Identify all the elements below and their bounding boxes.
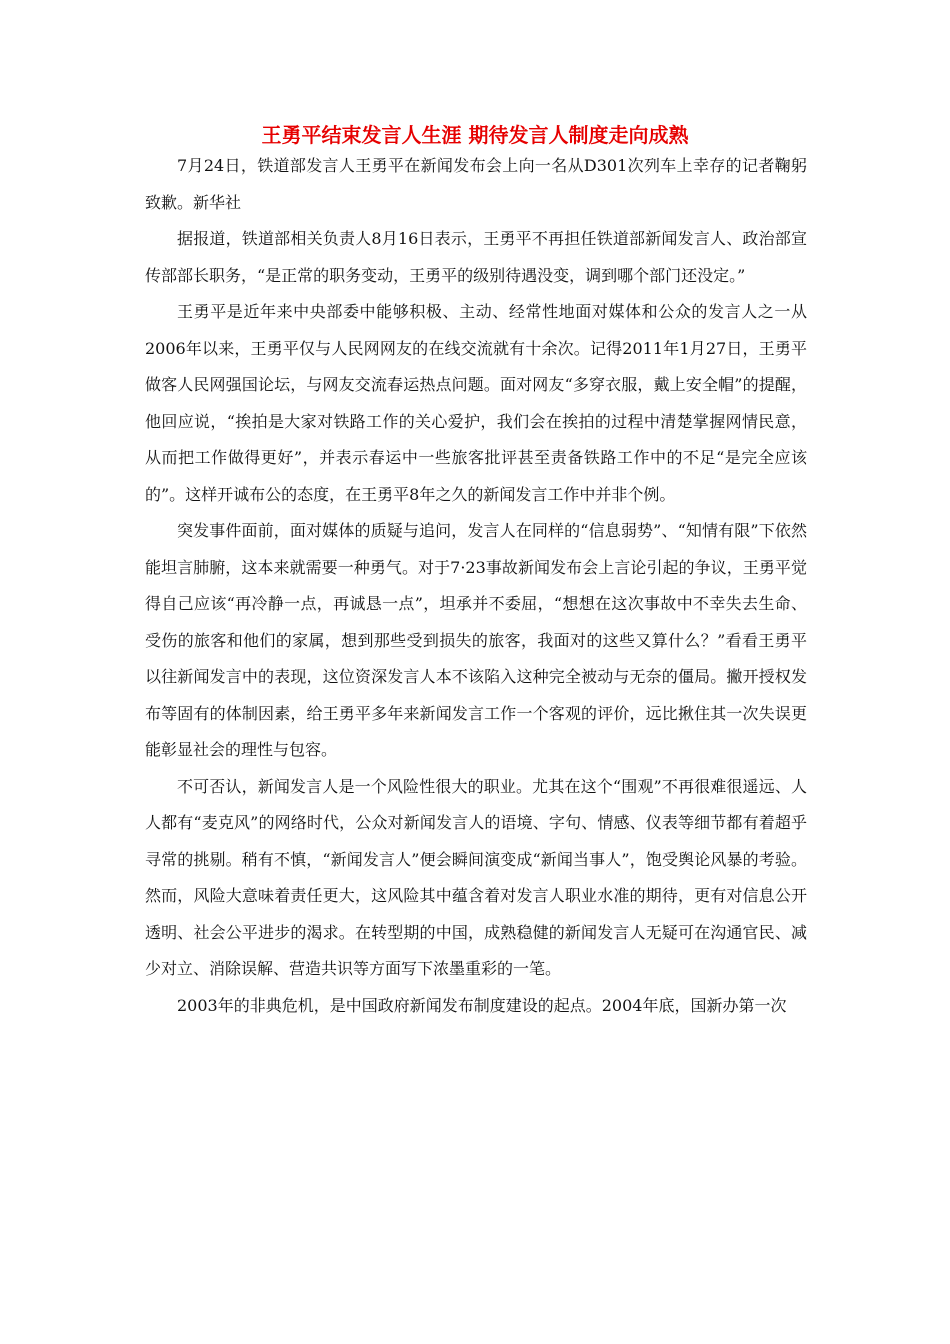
paragraph: 2003年的非典危机，是中国政府新闻发布制度建设的起点。2004年底，国新办第一次 <box>177 995 787 1015</box>
article-body <box>145 148 807 1024</box>
paragraph: 据报道，铁道部相关负责人8月16日表示，王勇平不再担任铁道部新闻发言人、政治部宣传部部长职务，“是正常的职务变动，王勇平的级别待遇没变，调到哪个部门还没定。” <box>145 229 807 285</box>
paragraph: 不可否认，新闻发言人是一个风险性很大的职业。尤其在这个“围观”不再很难很遥远、人人都有“麦克风”的网络时代，公众对新闻发言人的语境、字句、情感、仪表等细节都有着超乎寻常的挑剔。稍有不慎，“新闻发言人”便会瞬间演变成“新闻当事人”，饱受舆论风暴的考验。然而，风险大意味着责任更大，这风险其中蕴含着对发言人职业水准的期待，更有对信息公开透明、社会公平进步的渴求。在转型期的中国，成熟稳健的新闻发言人无疑可在沟通官民、减少对立、消除误解、营造共识等方面写下浓墨重彩的一笔。 <box>145 776 807 978</box>
paragraph: 7月24日，铁道部发言人王勇平在新闻发布会上向一名从D301次列车上幸存的记者鞠躬致歉。新华社 <box>145 156 807 212</box>
article-title: 王勇平结束发言人生涯 期待发言人制度走向成熟 <box>261 123 689 147</box>
paragraph: 王勇平是近年来中央部委中能够积极、主动、经常性地面对媒体和公众的发言人之一从2006年以来，王勇平仅与人民网网友的在线交流就有十余次。记得2011年1月27日，王勇平做客人民网强国论坛，与网友交流春运热点问题。面对网友“多穿衣服，戴上安全帽”的提醒，他回应说，“挨拍是大家对铁路工作的关心爱护，我们会在挨拍的过程中清楚掌握网情民意，从而把工作做得更好”，并表示春运中一些旅客批评甚至责备铁路工作中的不足“是完全应该的”。这样开诚布公的态度，在王勇平8年之久的新闻发言工作中并非个例。 <box>145 302 807 504</box>
paragraph: 突发事件面前，面对媒体的质疑与追问，发言人在同样的“信息弱势”、“知情有限”下依然能坦言肺腑，这本来就需要一种勇气。对于7·23事故新闻发布会上言论引起的争议，王勇平觉得自己应该“再冷静一点，再诚恳一点”，坦承并不委屈，“想想在这次事故中不幸失去生命、受伤的旅客和他们的家属，想到那些受到损失的旅客，我面对的这些又算什么？”看看王勇平以往新闻发言中的表现，这位资深发言人本不该陷入这种完全被动与无奈的僵局。撇开授权发布等固有的体制因素，给王勇平多年来新闻发言工作一个客观的评价，远比揪住其一次失误更能彰显社会的理性与包容。 <box>145 521 807 759</box>
